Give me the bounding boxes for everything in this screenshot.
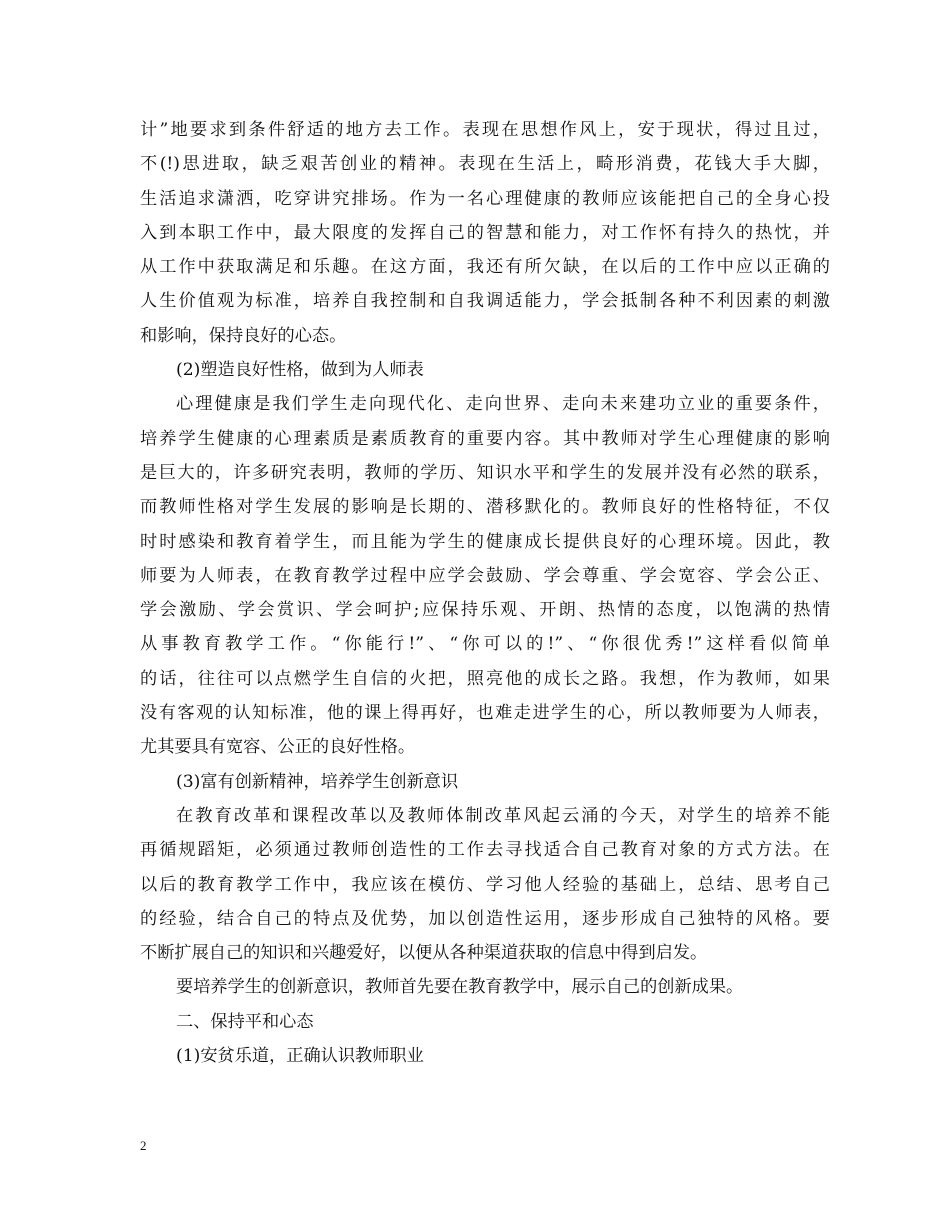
text-line: (2)塑造良好性格，做到为人师表 <box>176 360 424 381</box>
text-line: 生活追求潇洒，吃穿讲究排场。作为一名心理健康的教师应该能把自己的全身心投 <box>140 188 830 209</box>
text-line: 以后的教育教学工作中，我应该在模仿、学习他人经验的基础上，总结、思考自己 <box>140 874 830 895</box>
text-line: 二、保持平和心态 <box>176 1011 314 1032</box>
text-line: 心理健康是我们学生走向现代化、走向世界、走向未来建功立业的重要条件， <box>176 394 830 415</box>
text-line: 学会激励、学会赏识、学会呵护;应保持乐观、开朗、热情的态度，以饱满的热情 <box>140 600 830 621</box>
text-line: 的话，往往可以点燃学生自信的火把，照亮他的成长之路。我想，作为教师，如果 <box>140 668 830 689</box>
text-line: 的经验，结合自己的特点及优势，加以创造性运用，逐步形成自己独特的风格。要 <box>140 908 830 929</box>
text-line: 不断扩展自己的知识和兴趣爱好，以便从各种渠道获取的信息中得到启发。 <box>140 943 708 964</box>
text-line: 和影响，保持良好的心态。 <box>140 325 347 346</box>
document-body <box>140 113 830 1073</box>
text-line: 入到本职工作中，最大限度的发挥自己的智慧和能力，对工作怀有持久的热忱，并 <box>140 222 830 243</box>
text-line: 而教师性格对学生发展的影响是长期的、潜移默化的。教师良好的性格特征，不仅 <box>140 497 830 518</box>
text-line: 师要为人师表，在教育教学过程中应学会鼓励、学会尊重、学会宽容、学会公正、 <box>140 565 830 586</box>
text-line: 在教育改革和课程改革以及教师体制改革风起云涌的今天，对学生的培养不能 <box>176 805 830 826</box>
text-line: 人生价值观为标准，培养自我控制和自我调适能力，学会抵制各种不利因素的刺激 <box>140 291 830 312</box>
text-line: 从事教育教学工作。“你能行!”、“你可以的!”、“你很优秀!”这样看似简单 <box>140 634 830 655</box>
text-line: (3)富有创新精神，培养学生创新意识 <box>176 771 459 792</box>
text-line: 计”地要求到条件舒适的地方去工作。表现在思想作风上，安于现状，得过且过， <box>140 120 830 140</box>
text-line: (1)安贫乐道，正确认识教师职业 <box>176 1046 424 1067</box>
text-line: 尤其要具有宽容、公正的良好性格。 <box>140 737 416 758</box>
text-line: 不(!)思进取，缺乏艰苦创业的精神。表现在生活上，畸形消费，花钱大手大脚， <box>140 154 830 175</box>
text-line: 要培养学生的创新意识，教师首先要在教育教学中，展示自己的创新成果。 <box>176 977 744 998</box>
text-line: 没有客观的认知标准，他的课上得再好，也难走进学生的心，所以教师要为人师表， <box>140 703 830 724</box>
text-line: 培养学生健康的心理素质是素质教育的重要内容。其中教师对学生心理健康的影响 <box>140 428 830 449</box>
text-line: 时时感染和教育着学生，而且能为学生的健康成长提供良好的心理环境。因此，教 <box>140 531 830 552</box>
page-number: 2 <box>140 1138 147 1153</box>
text-line: 从工作中获取满足和乐趣。在这方面，我还有所欠缺，在以后的工作中应以正确的 <box>140 257 830 278</box>
text-line: 是巨大的，许多研究表明，教师的学历、知识水平和学生的发展并没有必然的联系， <box>140 462 830 483</box>
text-line: 再循规蹈矩，必须通过教师创造性的工作去寻找适合自己教育对象的方式方法。在 <box>140 840 830 861</box>
